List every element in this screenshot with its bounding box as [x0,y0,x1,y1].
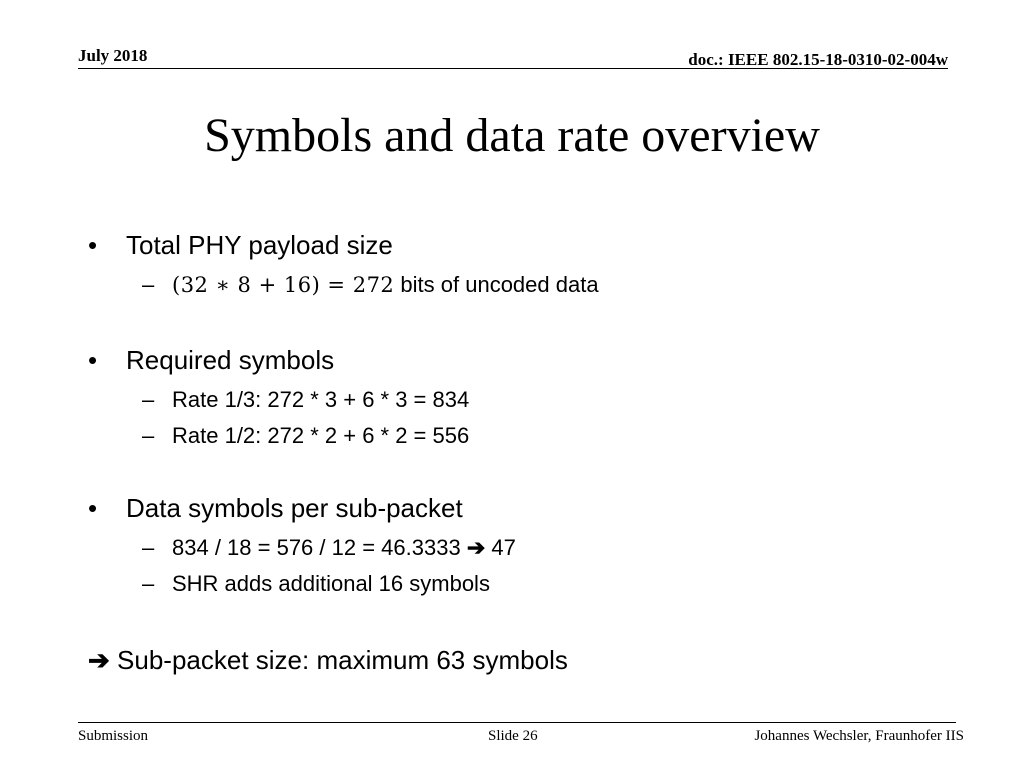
sub-item-text: Rate 1/2: 272 * 2 + 6 * 2 = 556 [172,423,470,448]
footer-author: Johannes Wechsler, Fraunhofer IIS [754,728,964,744]
bullet-text: Data symbols per sub-packet [126,493,463,523]
header-doc-id: doc.: IEEE 802.15-18-0310-02-004w [688,50,948,69]
bullet-marker: • [88,345,98,375]
dash-marker: – [142,571,155,596]
sub-item-text: 834 / 18 = 576 / 12 = 46.3333 [172,535,467,560]
header-divider [78,68,948,69]
sub-item-rate-1-3 [142,387,469,413]
footer-submission: Submission [78,728,149,744]
conclusion-text: Sub-packet size: maximum 63 symbols [109,645,568,675]
payload-equation: (32 ∗ 8 + 16) = 272 [172,273,395,297]
slide-number: Slide 26 [488,728,538,744]
dash-marker: – [142,387,155,412]
conclusion-line [88,645,568,676]
bullet-required-symbols [88,345,334,376]
sub-item-symbols-calc [142,535,516,561]
dash-marker: – [142,272,155,297]
sub-item-payload-bits [142,272,599,298]
sub-item-text: bits of uncoded data [394,272,599,297]
bullet-marker: • [88,493,98,523]
sub-item-shr [142,571,490,597]
bullet-text: Total PHY payload size [126,230,393,260]
dash-marker: – [142,535,155,560]
header-date: July 2018 [78,46,148,65]
bullet-marker: • [88,230,98,260]
bullet-payload-size [88,230,393,261]
bullet-text: Required symbols [126,345,335,375]
right-arrow-icon: ➔ [88,645,110,675]
sub-item-text: Rate 1/3: 272 * 3 + 6 * 3 = 834 [172,387,470,412]
sub-item-text: SHR adds additional 16 symbols [172,571,490,596]
footer-divider [78,722,956,723]
slide-title: Symbols and data rate overview [204,109,820,162]
bullet-data-symbols [88,493,463,524]
dash-marker: – [142,423,155,448]
sub-item-rate-1-2 [142,423,469,449]
right-arrow-icon: ➔ [466,535,486,560]
sub-item-result: 47 [485,535,516,560]
